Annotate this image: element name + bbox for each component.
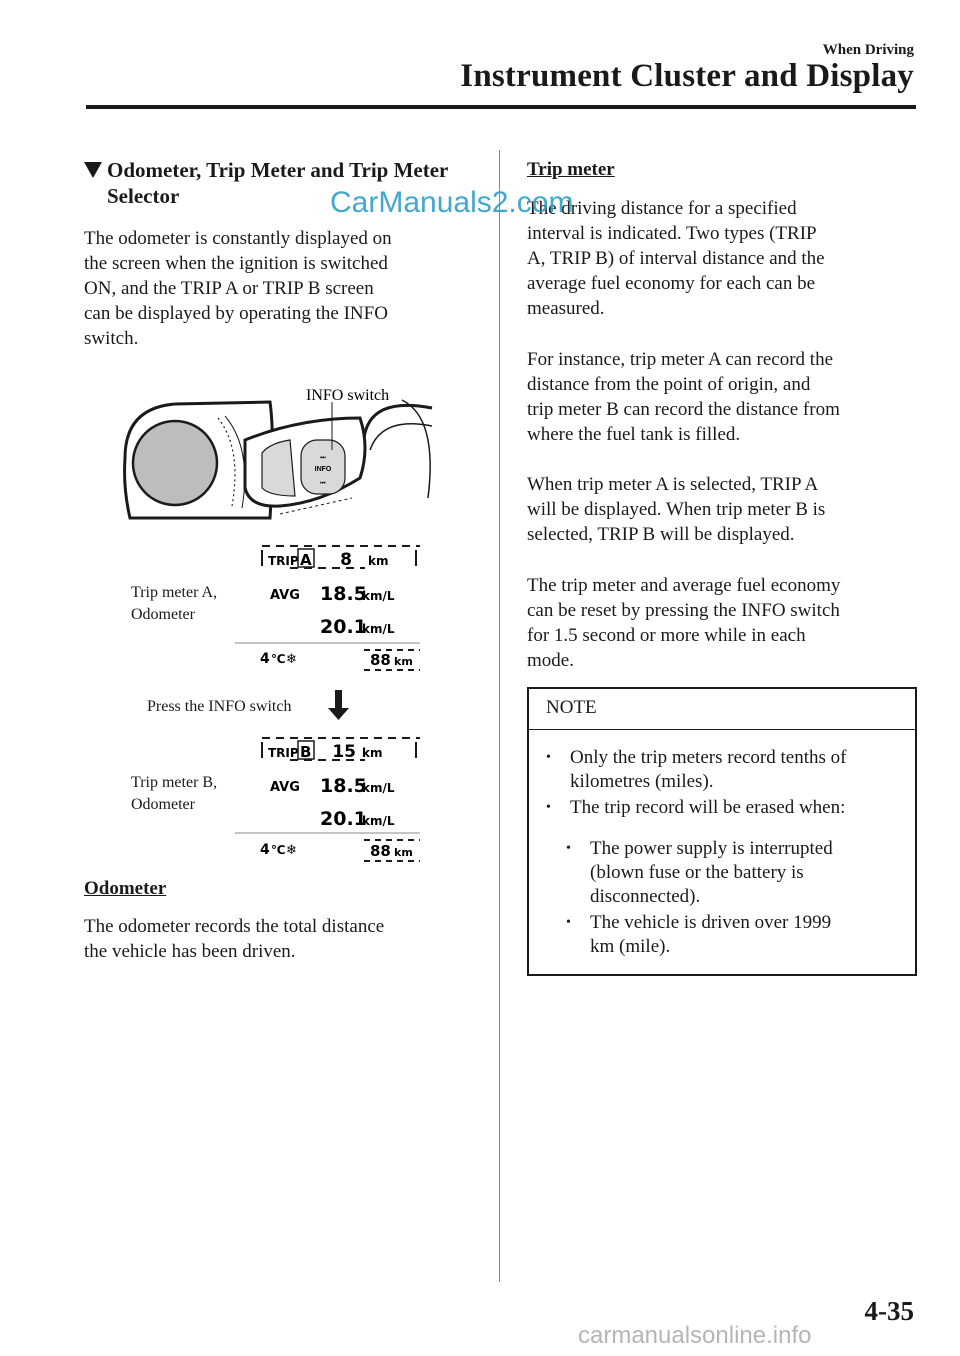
svg-text:km/L: km/L <box>362 814 395 828</box>
svg-text:20.1: 20.1 <box>320 808 367 830</box>
svg-text:18.5: 18.5 <box>320 583 367 605</box>
svg-text:km: km <box>362 746 383 760</box>
trip-paragraph-1: The driving distance for a specified interval is indicated. Two types (TRIP A, TRIP B) of interval distance and the average fuel economy for each can be measured. <box>527 198 825 319</box>
chapter-title: Instrument Cluster and Display <box>460 58 914 94</box>
info-switch-label: INFO switch <box>306 387 390 404</box>
svg-text:A: A <box>300 551 312 569</box>
odometer-heading: Odometer <box>84 878 167 899</box>
svg-text:km/L: km/L <box>362 781 395 795</box>
svg-text:TRIP: TRIP <box>268 554 299 568</box>
svg-text:4: 4 <box>260 651 270 667</box>
svg-text:❄: ❄ <box>286 843 297 858</box>
svg-text:8: 8 <box>340 550 352 570</box>
header-rule <box>86 105 916 109</box>
note-box: NOTE • Only the trip meters record tenths of kilometres (miles). • The trip record will be erased when: • The power supply is interrupted (blown fuse or the battery is disconnected). • The vehicle is driven over 1999 km (mile). <box>527 687 917 976</box>
svg-text:km: km <box>394 655 413 668</box>
svg-text:18.5: 18.5 <box>320 775 367 797</box>
svg-text:20.1: 20.1 <box>320 616 367 638</box>
trip-paragraph-2: For instance, trip meter A can record the distance from the point of origin, and trip meter B can record the distance from where the fuel tank is filled. <box>527 349 840 445</box>
trip-meter-heading: Trip meter <box>527 159 615 180</box>
section-label: When Driving <box>822 42 914 58</box>
svg-text:AVG: AVG <box>270 780 300 795</box>
svg-text:B: B <box>300 743 312 761</box>
svg-text:15: 15 <box>332 742 356 762</box>
trip-meter-figure <box>120 378 440 868</box>
intro-paragraph: The odometer is constantly displayed on the screen when the ignition is switched ON, and the TRIP A or TRIP B screen can be displayed by operating the INFO switch. <box>84 228 392 349</box>
svg-text:℃: ℃ <box>271 652 286 666</box>
svg-text:⏮: ⏮ <box>320 481 326 487</box>
page-number: 4-35 <box>864 1296 914 1326</box>
svg-text:km: km <box>368 554 389 568</box>
note-header <box>529 689 915 730</box>
cluster-illustration <box>125 400 432 518</box>
svg-text:88: 88 <box>370 651 391 669</box>
column-divider <box>499 150 500 1282</box>
svg-text:4: 4 <box>260 842 270 858</box>
watermark-top: CarManuals2.com <box>330 186 574 219</box>
section-heading: Odometer, Trip Meter and Trip Meter Selector <box>107 158 448 208</box>
trip-a-display <box>235 546 420 670</box>
svg-text:km: km <box>394 846 413 859</box>
svg-text:AVG: AVG <box>270 588 300 603</box>
trip-paragraph-3: When trip meter A is selected, TRIP A will be displayed. When trip meter B is selected, TRIP B will be displayed. <box>527 474 826 545</box>
section-triangle-icon <box>84 162 102 178</box>
svg-text:℃: ℃ <box>271 843 286 857</box>
odometer-paragraph: The odometer records the total distance the vehicle has been driven. <box>84 916 385 962</box>
svg-text:88: 88 <box>370 842 391 860</box>
watermark-bottom: carmanualsonline.info <box>578 1322 812 1349</box>
trip-a-caption: Trip meter A, Odometer <box>131 584 218 623</box>
trip-paragraph-4: The trip meter and average fuel economy can be reset by pressing the INFO switch for 1.5 second or more while in each mode. <box>527 575 841 671</box>
svg-text:km/L: km/L <box>362 589 395 603</box>
trip-b-caption: Trip meter B, Odometer <box>131 774 218 813</box>
svg-text:km/L: km/L <box>362 622 395 636</box>
svg-text:INFO: INFO <box>314 466 332 473</box>
down-arrow-icon <box>328 690 349 720</box>
trip-b-display <box>235 738 420 861</box>
svg-text:⏭: ⏭ <box>320 455 326 461</box>
svg-text:❄: ❄ <box>286 652 297 667</box>
press-info-caption: Press the INFO switch <box>147 698 292 715</box>
svg-text:TRIP: TRIP <box>268 746 299 760</box>
note-title: NOTE <box>546 697 597 718</box>
